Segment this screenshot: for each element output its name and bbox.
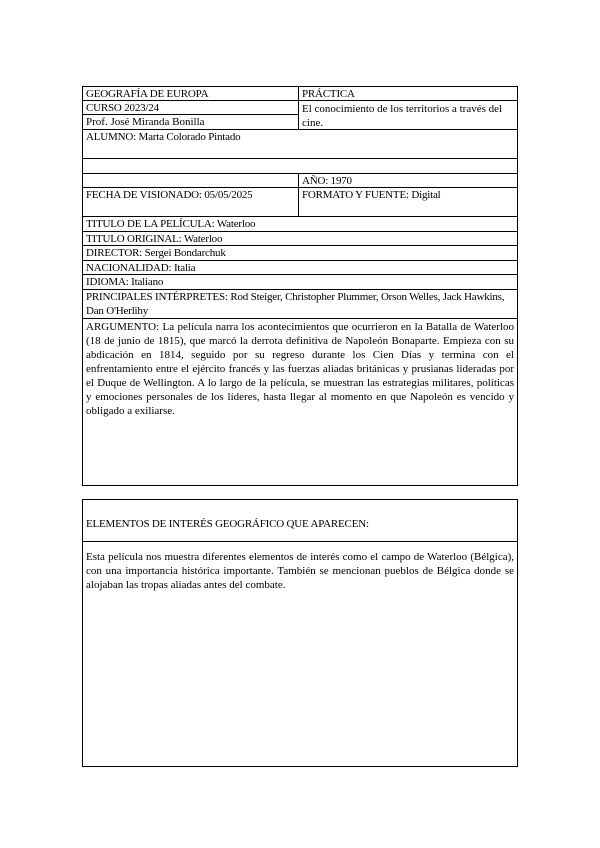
student-cell bbox=[82, 129, 518, 159]
plot-label: ARGUMENTO: bbox=[86, 321, 160, 333]
student-label: ALUMNO: bbox=[86, 131, 136, 143]
geo-box bbox=[82, 499, 518, 767]
viewing-date-label: FECHA DE VISIONADO: bbox=[86, 189, 202, 201]
film-title-cell bbox=[82, 216, 518, 232]
geo-heading: ELEMENTOS DE INTERÉS GEOGRÁFICO QUE APARECEN: bbox=[86, 518, 369, 530]
original-title-cell bbox=[82, 231, 518, 246]
viewing-date-cell bbox=[82, 187, 299, 217]
cast-value: Rod Steiger, Christopher Plummer, Orson Welles, Jack Hawkins, Dan O'Herlihy bbox=[86, 291, 505, 317]
cast-cell bbox=[82, 289, 518, 319]
language-cell bbox=[82, 274, 518, 290]
format-label: FORMATO Y FUENTE: bbox=[302, 189, 409, 201]
subject-text: GEOGRAFÍA DE EUROPA bbox=[86, 88, 209, 100]
geo-divider bbox=[83, 541, 517, 542]
plot-text: La película narra los acontecimientos que ocurrieron en la Batalla de Waterloo (18 de junio de 1815), que marcó la derrota definitiva de Napoleón Bonaparte. Empieza con su abdicación en 1814, seguido por su regreso durante los Cien Días y termina con el enfrentamiento entre el ejército francés y las fuerzas aliadas británicas y prusianas lideradas por el Duque de Wellington. A lo largo de la película, se muestran las estrategias militares, políticas y emociones personales de los líderes, hasta llegar al momento en que Napoleón es vencido y obligado a exiliarse. bbox=[86, 321, 515, 417]
geo-text: Esta película nos muestra diferentes elementos de interés como el campo de Waterloo (Bélgica), con una importancia histórica importante. También se mencionan pueblos de Bélgica donde se alojaban las tropas aliadas antes del combate. bbox=[86, 551, 514, 591]
film-title-value: Waterloo bbox=[216, 218, 256, 230]
blank-left-cell bbox=[82, 173, 299, 188]
plot-cell bbox=[82, 318, 518, 486]
professor-text: Prof. José Miranda Bonilla bbox=[86, 116, 205, 128]
film-title-label: TITULO DE LA PELÍCULA: bbox=[86, 218, 215, 230]
nationality-cell bbox=[82, 260, 518, 275]
subject-cell bbox=[82, 86, 299, 101]
course-cell bbox=[82, 100, 299, 115]
language-label: IDIOMA: bbox=[86, 276, 129, 288]
director-value: Sergei Bondarchuk bbox=[144, 247, 226, 259]
original-title-label: TITULO ORIGINAL: bbox=[86, 233, 182, 245]
original-title-value: Waterloo bbox=[183, 233, 223, 245]
language-value: Italiano bbox=[131, 276, 164, 288]
course-text: CURSO 2023/24 bbox=[86, 102, 159, 114]
format-value: Digital bbox=[411, 189, 441, 201]
year-label: AÑO: bbox=[302, 175, 329, 187]
student-name: Marta Colorado Pintado bbox=[138, 131, 241, 143]
format-cell bbox=[298, 187, 518, 217]
practice-label: PRÁCTICA bbox=[302, 88, 355, 100]
year-cell bbox=[298, 173, 518, 188]
nationality-label: NACIONALIDAD: bbox=[86, 262, 172, 274]
practice-label-cell bbox=[298, 86, 518, 101]
nationality-value: Italia bbox=[173, 262, 196, 274]
year-value: 1970 bbox=[330, 175, 352, 187]
professor-cell bbox=[82, 114, 299, 130]
viewing-date-value: 05/05/2025 bbox=[204, 189, 253, 201]
practice-text-cell bbox=[298, 100, 518, 130]
blank-row bbox=[82, 158, 518, 174]
practice-text: El conocimiento de los territorios a través del cine. bbox=[302, 103, 503, 129]
cast-label: PRINCIPALES INTÉRPRETES: bbox=[86, 291, 228, 303]
director-label: DIRECTOR: bbox=[86, 247, 143, 259]
director-cell bbox=[82, 245, 518, 261]
